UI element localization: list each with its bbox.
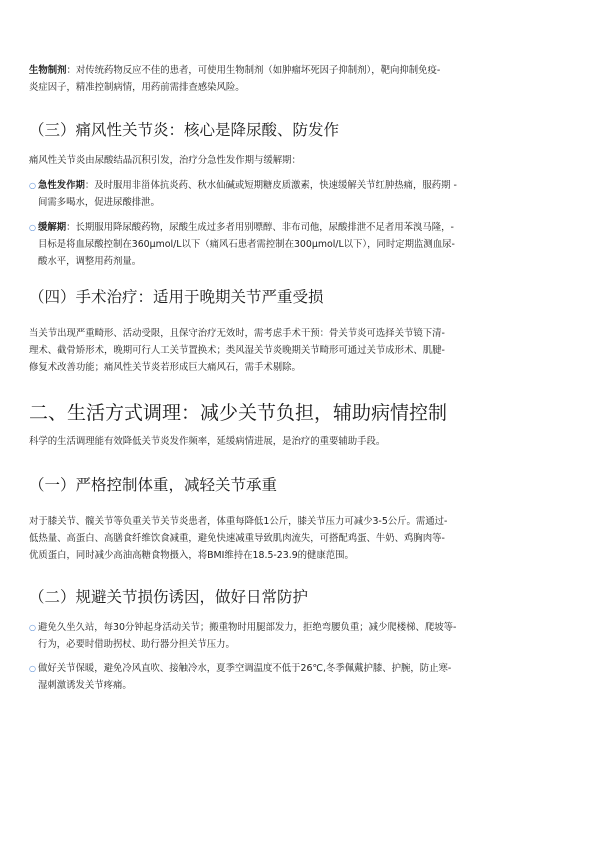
gout-remission-line-1: ：长期服用降尿酸药物，尿酸生成过多者用别嘌醇、非布司他，尿酸排泄不足者用苯溴马隆，- — [66, 222, 454, 233]
lifestyle-heading: 二、生活方式调理：减少关节负担，辅助病情控制 — [29, 402, 448, 424]
gout-acute-bullet — [29, 177, 566, 211]
weight-heading: （一）严格控制体重，减轻关节承重 — [29, 476, 278, 494]
surgery-paragraph — [29, 325, 566, 376]
biologics-text-line-2: 炎症因子，精准控制病情，用药前需排查感染风险。 — [29, 82, 245, 93]
biologics-label: 生物制剂 — [29, 65, 67, 76]
protection-bullet-2-line-1: 做好关节保暖，避免冷风直吹、接触冷水，夏季空调温度不低于26℃,冬季佩戴护膝、护腕，防止寒- — [38, 663, 452, 674]
protection-heading: （二）规避关节损伤诱因，做好日常防护 — [29, 588, 309, 606]
weight-line-1: 对于膝关节、髋关节等负重关节关节炎患者，体重每降低1公斤，膝关节压力可减少3-5公斤。需通过- — [29, 516, 448, 527]
gout-heading: （三）痛风性关节炎：核心是降尿酸、防发作 — [29, 121, 340, 139]
gout-remission-line-2: 目标是将血尿酸控制在360μmol/L以下（痛风石患者需控制在300μmol/L以下），同时定期监测血尿- — [38, 239, 455, 250]
protection-bullet-1-text — [38, 619, 566, 653]
weight-line-2: 低热量、高蛋白、高膳食纤维饮食减重，避免快速减重导致肌肉流失，可搭配鸡蛋、牛奶、鸡胸肉等- — [29, 533, 445, 544]
surgery-line-3: 修复术改善功能；痛风性关节炎若形成巨大痛风石，需手术剔除。 — [29, 362, 301, 373]
bullet-circle-icon: ○ — [29, 181, 36, 190]
protection-bullet-2-line-2: 湿刺激诱发关节疼痛。 — [38, 680, 132, 691]
gout-remission-text — [38, 219, 566, 270]
surgery-line-1: 当关节出现严重畸形、活动受限，且保守治疗无效时，需考虑手术干预：骨关节炎可选择关节镜下清- — [29, 328, 445, 339]
gout-remission-bullet — [29, 219, 566, 270]
gout-acute-label: 急性发作期 — [38, 180, 85, 191]
surgery-heading: （四）手术治疗：适用于晚期关节严重受损 — [29, 288, 324, 306]
gout-acute-text — [38, 177, 566, 211]
bullet-circle-icon: ○ — [29, 223, 36, 232]
biologics-paragraph — [29, 62, 566, 96]
gout-intro: 痛风性关节炎由尿酸结晶沉积引发，治疗分急性发作期与缓解期： — [29, 155, 301, 166]
gout-remission-line-3: 酸水平，调整用药剂量。 — [38, 256, 142, 267]
protection-bullet-2 — [29, 660, 566, 694]
protection-bullet-1-line-1: 避免久坐久站，每30分钟起身活动关节；搬重物时用腿部发力，拒绝弯腰负重；减少爬楼梯、爬坡等- — [38, 622, 457, 633]
protection-bullet-1 — [29, 619, 566, 653]
protection-bullet-2-text — [38, 660, 566, 694]
bullet-circle-icon: ○ — [29, 664, 36, 673]
lifestyle-intro: 科学的生活调理能有效降低关节炎发作频率，延缓病情进展，是治疗的重要辅助手段。 — [29, 436, 386, 447]
gout-acute-line-1: ：及时服用非甾体抗炎药、秋水仙碱或短期糖皮质激素，快速缓解关节红肿热痛，服药期 - — [84, 180, 457, 191]
gout-remission-label: 缓解期 — [38, 222, 67, 233]
weight-line-3: 优质蛋白，同时减少高油高糖食物摄入，将BMI维持在18.5-23.9的健康范围。 — [29, 550, 354, 561]
biologics-text-line-1: ：对传统药物反应不佳的患者，可使用生物制剂（如肿瘤坏死因子抑制剂），靶向抑制免疫- — [66, 65, 441, 76]
gout-acute-line-2: 间需多喝水，促进尿酸排泄。 — [38, 197, 160, 208]
weight-paragraph — [29, 513, 566, 564]
bullet-circle-icon: ○ — [29, 623, 36, 632]
protection-bullet-1-line-2: 行为，必要时借助拐杖、助行器分担关节压力。 — [38, 639, 235, 650]
surgery-line-2: 理术、截骨矫形术，晚期可行人工关节置换术；类风湿关节炎晚期关节畸形可通过关节成形术、肌腱- — [29, 345, 445, 356]
